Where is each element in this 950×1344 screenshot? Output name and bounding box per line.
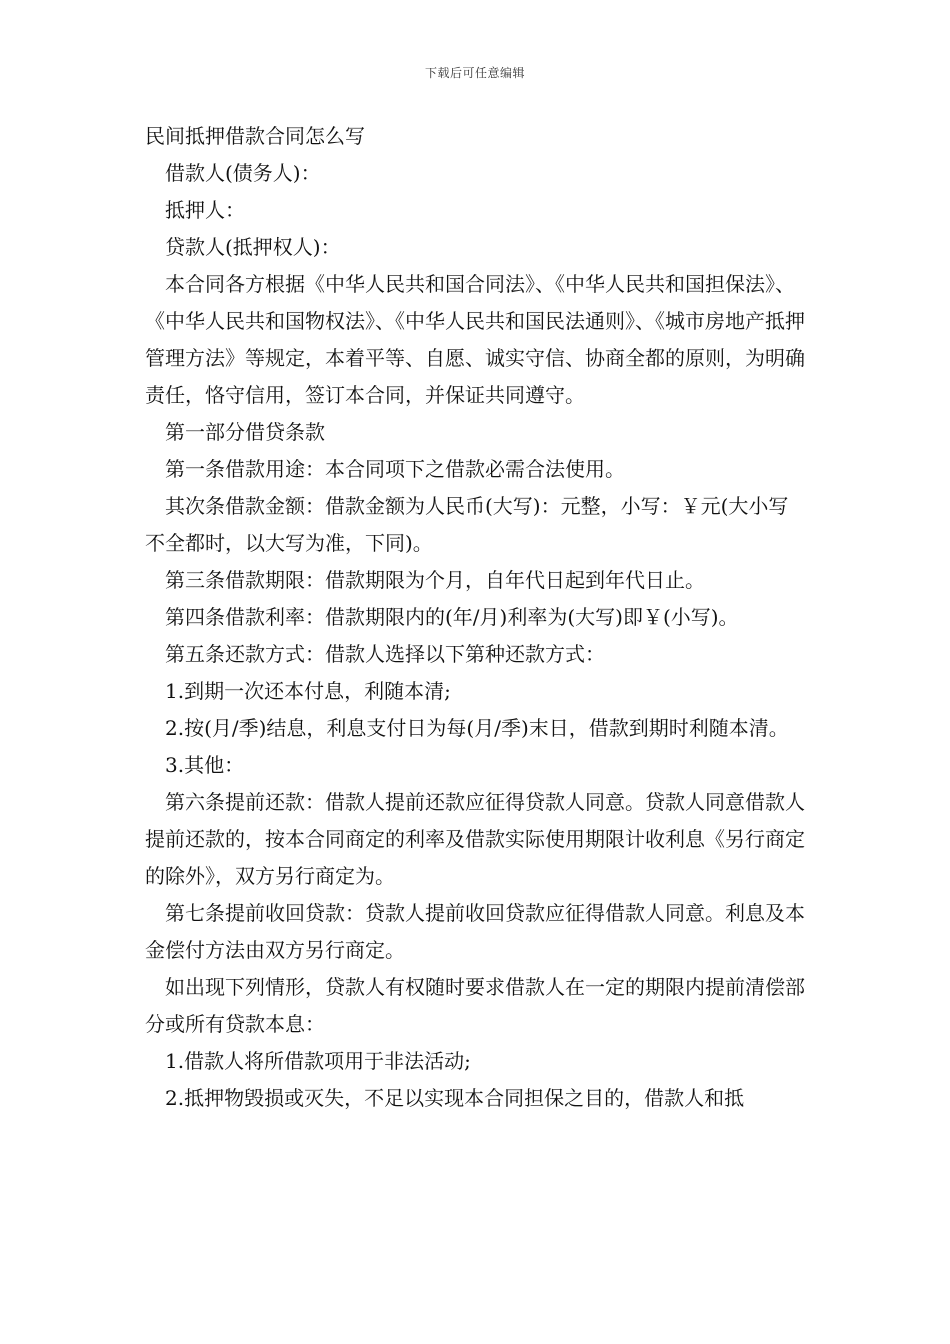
paragraph-lender: 贷款人(抵押权人)： xyxy=(165,235,341,259)
document-title: 民间抵押借款合同怎么写 xyxy=(145,124,365,148)
condition-item-2: 2.抵押物毁损或灭失，不足以实现本合同担保之目的，借款人和抵 xyxy=(165,1086,745,1110)
repayment-option-2: 2.按(月/季)结息，利息支付日为每(月/季)末日，借款到期时利随本清。 xyxy=(165,716,789,740)
repayment-option-1: 1.到期一次还本付息，利随本清; xyxy=(165,679,451,703)
article-4-interest-rate: 第四条借款利率：借款期限内的(年/月)利率为(大写)即￥(小写)。 xyxy=(165,605,739,629)
article-1-loan-purpose: 第一条借款用途：本合同项下之借款必需合法使用。 xyxy=(165,457,625,481)
article-3-loan-term: 第三条借款期限：借款期限为个月，自年代日起到年代日止。 xyxy=(165,568,705,592)
section-heading-part-one: 第一部分借贷条款 xyxy=(165,420,325,444)
repayment-option-3: 3.其他： xyxy=(165,753,245,777)
document-body xyxy=(145,118,805,1117)
condition-item-1: 1.借款人将所借款项用于非法活动; xyxy=(165,1049,471,1073)
article-7-early-recall: 第七条提前收回贷款：贷款人提前收回贷款应征得借款人同意。利息及本金偿付方法由双方另行商定。 xyxy=(145,901,805,962)
paragraph-preamble: 本合同各方根据《中华人民共和国合同法》、《中华人民共和国担保法》、《中华人民共和国物权法》、《中华人民共和国民法通则》、《城市房地产抵押管理方法》等规定，本着平等、自愿、诚实守信、协商全都的原则，为明确责任，恪守信用，签订本合同，并保证共同遵守。 xyxy=(145,272,805,407)
paragraph-borrower: 借款人(债务人)： xyxy=(165,161,321,185)
article-2-loan-amount: 其次条借款金额：借款金额为人民币(大写)：元整，小写：￥元(大小写不全都时，以大写为准，下同)。 xyxy=(145,494,789,555)
page-header-note: 下载后可任意编辑 xyxy=(424,66,525,80)
early-recall-conditions: 如出现下列情形，贷款人有权随时要求借款人在一定的期限内提前清偿部分或所有贷款本息： xyxy=(145,975,805,1036)
paragraph-mortgagor: 抵押人： xyxy=(165,198,245,222)
article-6-early-repayment: 第六条提前还款：借款人提前还款应征得贷款人同意。贷款人同意借款人提前还款的，按本合同商定的利率及借款实际使用期限计收利息《另行商定的除外》，双方另行商定为。 xyxy=(145,790,805,888)
article-5-repayment-method: 第五条还款方式：借款人选择以下第种还款方式： xyxy=(165,642,605,666)
